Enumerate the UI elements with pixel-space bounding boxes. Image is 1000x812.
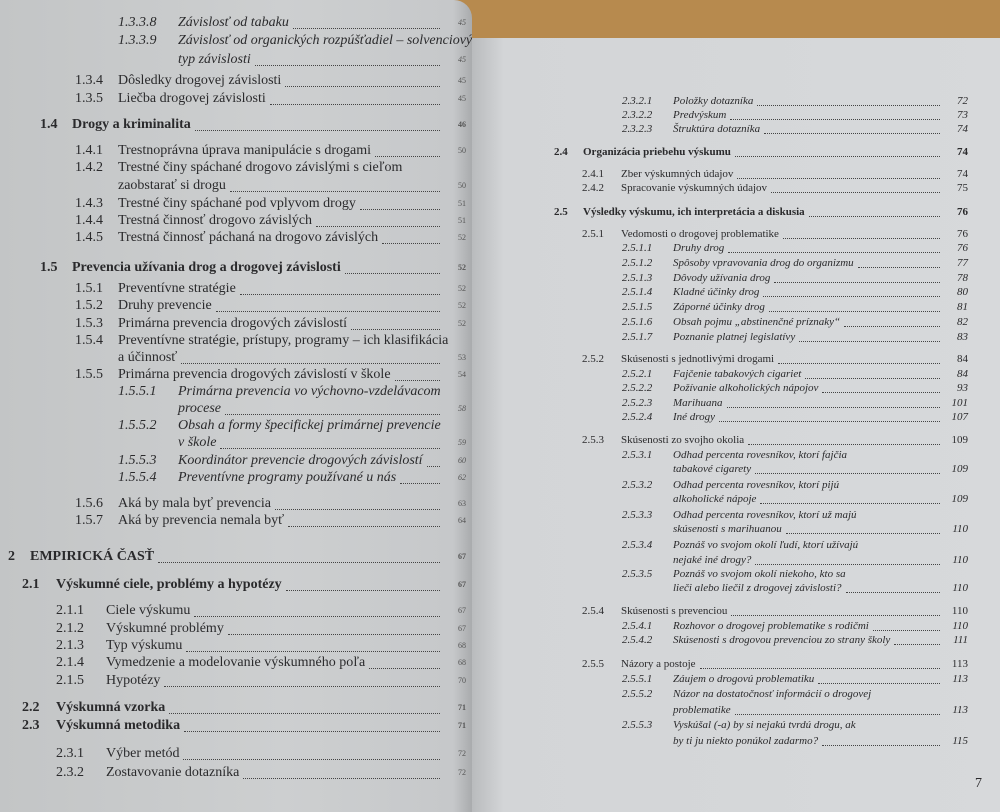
entry-title: Výskumné ciele, problémy a hypotézy (56, 577, 282, 592)
entry-number: 2.5.5.2 (622, 688, 653, 700)
entry-page-number: 51 (458, 199, 466, 208)
entry-number: 2.1.3 (56, 638, 84, 653)
entry-number: 1.4.2 (75, 160, 103, 175)
dot-leader (735, 704, 940, 715)
dot-leader (270, 91, 440, 105)
entry-page-number: 93 (957, 382, 968, 394)
entry-page-number: 110 (951, 605, 968, 617)
dot-leader (216, 298, 440, 312)
entry-title-continuation: v škole (178, 435, 217, 450)
entry-title: Preventívne stratégie (118, 281, 236, 296)
entry-number: 2.5.3.3 (622, 509, 653, 521)
entry-number: 2.5.2.1 (622, 368, 653, 380)
entry-title: Skúsenosti zo svojho okolia (621, 434, 745, 446)
entry-title: Rozhovor o drogovej problematike s rodičmi (673, 620, 869, 632)
entry-number: 2.5.1.1 (622, 242, 653, 254)
entry-title: Dôvody užívania drog (673, 272, 771, 284)
entry-title-continuation: problematike (673, 704, 731, 716)
entry-page-number: 113 (952, 704, 968, 716)
entry-page-number: 45 (458, 55, 466, 64)
entry-page-number: 107 (951, 411, 968, 423)
entry-number: 1.4.4 (75, 213, 103, 228)
entry-number: 2.5.2.4 (622, 411, 653, 423)
entry-title-continuation: procese (178, 401, 222, 416)
entry-page-number: 78 (957, 272, 968, 284)
entry-number: 2.4.2 (582, 182, 604, 194)
dot-leader (400, 470, 440, 484)
entry-title: Trestné činy spáchané drogovo závislými s cieľom (118, 160, 403, 175)
entry-number: 2.1.4 (56, 655, 84, 670)
entry-page-number: 52 (458, 284, 466, 293)
dot-leader (240, 281, 440, 295)
entry-number: 2.4.1 (582, 168, 604, 180)
entry-number: 2.1 (22, 577, 40, 592)
entry-page-number: 52 (458, 301, 466, 310)
entry-title: Skúsenosti s jednotlivými drogami (621, 353, 775, 365)
entry-title: Skúsenosti s drogovou prevenciou zo strany školy (673, 634, 891, 646)
entry-title: Závislosť od tabaku (178, 15, 289, 30)
entry-title: Iné drogy (673, 411, 716, 423)
entry-title: Výskumná vzorka (56, 700, 166, 715)
entry-title: Drogy a kriminalita (72, 117, 191, 132)
entry-number: 2.4 (554, 146, 568, 158)
entry-title: Dôsledky drogovej závislosti (118, 73, 282, 88)
entry-title: Druhy prevencie (118, 298, 212, 313)
entry-number: 2.3 (22, 718, 40, 733)
dot-leader (375, 143, 440, 157)
entry-number: 2.2 (22, 700, 40, 715)
entry-title-continuation: skúsenosti s marihuanou (673, 523, 782, 535)
entry-number: 2.5.3.4 (622, 539, 653, 551)
entry-page-number: 45 (458, 18, 466, 27)
dot-leader (774, 272, 940, 283)
dot-leader (858, 257, 940, 268)
entry-page-number: 58 (458, 404, 466, 413)
entry-number: 2.1.2 (56, 621, 84, 636)
dot-leader (164, 673, 440, 687)
entry-page-number: 59 (458, 438, 466, 447)
entry-title: Odhad percenta rovesníkov, ktorí fajčia (673, 449, 848, 461)
entry-page-number: 77 (957, 257, 968, 269)
entry-title: Fajčenie tabakových cigariet (673, 368, 802, 380)
entry-number: 2.5.5.3 (622, 719, 653, 731)
entry-page-number: 83 (957, 331, 968, 343)
entry-number: 2.5.1.3 (622, 272, 653, 284)
dot-leader (285, 73, 440, 87)
entry-title: Zber výskumných údajov (621, 168, 734, 180)
dot-leader (316, 213, 440, 227)
entry-title: Odhad percenta rovesníkov, ktorí pijú (673, 479, 840, 491)
entry-title: Primárna prevencia drogových závislostí (118, 316, 347, 331)
entry-title: EMPIRICKÁ ČASŤ (30, 549, 155, 564)
entry-number: 2.3.2 (56, 765, 84, 780)
entry-page-number: 76 (957, 206, 968, 218)
dot-leader (805, 368, 940, 379)
entry-page-number: 74 (957, 123, 968, 135)
entry-number: 2.5.2.3 (622, 397, 653, 409)
dot-leader (809, 206, 940, 217)
entry-number: 2.5.5.1 (622, 673, 653, 685)
entry-page-number: 110 (952, 554, 968, 566)
entry-title: Aká by mala byť prevencia (118, 496, 271, 511)
entry-title: Obsah a formy špecifickej primárnej prevencie (178, 418, 441, 433)
dot-leader (822, 735, 940, 746)
entry-page-number: 68 (458, 658, 466, 667)
entry-title-continuation: zaobstarať si drogu (118, 178, 226, 193)
entry-page-number: 50 (458, 181, 466, 190)
entry-number: 2.5.5 (582, 658, 604, 670)
entry-page-number: 113 (951, 658, 968, 670)
entry-title: Trestnoprávna úprava manipulácie s drogami (118, 143, 371, 158)
dot-leader (873, 620, 940, 631)
entry-title: Liečba drogovej závislosti (118, 91, 266, 106)
entry-page-number: 53 (458, 353, 466, 362)
entry-number: 2.5.2 (582, 353, 604, 365)
entry-title: Trestné činy spáchané pod vplyvom drogy (118, 196, 356, 211)
entry-title: Výskumná metodika (56, 718, 181, 733)
dot-leader (818, 673, 940, 684)
dot-leader (220, 435, 440, 449)
dot-leader (700, 658, 940, 669)
entry-page-number: 64 (458, 516, 466, 525)
entry-number: 1.3.4 (75, 73, 103, 88)
entry-title: Výsledky výskumu, ich interpretácia a diskusia (583, 206, 805, 218)
entry-number: 1.5.4 (75, 333, 103, 348)
entry-number: 2.5.3.5 (622, 568, 653, 580)
entry-page-number: 109 (951, 463, 968, 475)
entry-number: 1.5.7 (75, 513, 103, 528)
dot-leader (769, 301, 940, 312)
entry-title: Výber metód (106, 746, 180, 761)
entry-number: 2.5.3 (582, 434, 604, 446)
entry-number: 1.5.3 (75, 316, 103, 331)
dot-leader (395, 367, 440, 381)
entry-page-number: 76 (957, 228, 968, 240)
entry-title: Výskumné problémy (106, 621, 224, 636)
entry-page-number: 84 (957, 368, 968, 380)
dot-leader (771, 182, 940, 193)
entry-title: Koordinátor prevencie drogových závislostí (178, 453, 423, 468)
dot-leader (243, 765, 440, 779)
entry-page-number: 110 (952, 620, 968, 632)
entry-title: Trestná činnosť drogovo závislých (118, 213, 313, 228)
entry-number: 2 (8, 549, 15, 564)
entry-number: 1.5.5 (75, 367, 103, 382)
entry-number: 2.5.1.7 (622, 331, 653, 343)
entry-number: 2.5.4.2 (622, 634, 653, 646)
entry-number: 2.1.1 (56, 603, 84, 618)
entry-title: Predvýskum (673, 109, 727, 121)
entry-page-number: 67 (458, 552, 466, 561)
dot-leader (230, 178, 440, 192)
entry-title: Záporné účinky drog (673, 301, 765, 313)
entry-number: 1.4.3 (75, 196, 103, 211)
dot-leader (846, 582, 940, 593)
entry-title-continuation: typ závislosti (178, 52, 251, 67)
entry-page-number: 81 (957, 301, 968, 313)
entry-number: 2.3.2.1 (622, 95, 653, 107)
entry-title-continuation: a účinnosť (118, 350, 178, 365)
entry-number: 2.5.2.2 (622, 382, 653, 394)
entry-page-number: 74 (957, 146, 968, 158)
entry-title: Vedomosti o drogovej problematike (621, 228, 779, 240)
entry-title: Organizácia priebehu výskumu (583, 146, 731, 158)
entry-page-number: 82 (957, 316, 968, 328)
entry-title: Vymedzenie a modelovanie výskumného poľa (106, 655, 366, 670)
entry-page-number: 72 (458, 749, 466, 758)
dot-leader (778, 353, 940, 364)
entry-number: 2.1.5 (56, 673, 84, 688)
entry-number: 1.3.3.8 (118, 15, 157, 30)
entry-page-number: 110 (952, 523, 968, 535)
dot-leader (427, 453, 440, 467)
entry-number: 2.5.4 (582, 605, 604, 617)
dot-leader (194, 603, 440, 617)
entry-page-number: 52 (458, 319, 466, 328)
entry-page-number: 67 (458, 580, 466, 589)
entry-title: Záujem o drogovú problematiku (673, 673, 815, 685)
entry-number: 1.5.5.1 (118, 384, 157, 399)
entry-title-continuation: tabakové cigarety (673, 463, 752, 475)
entry-title: Štruktúra dotazníka (673, 123, 761, 135)
entry-page-number: 109 (951, 493, 968, 505)
dot-leader (755, 554, 940, 565)
entry-title: Spôsoby vpravovania drog do organizmu (673, 257, 854, 269)
entry-title: Závislosť od organických rozpúšťadiel – solvenciový (178, 33, 473, 48)
dot-leader (225, 401, 440, 415)
entry-page-number: 71 (458, 703, 466, 712)
dot-leader (275, 496, 440, 510)
dot-leader (181, 350, 440, 364)
entry-title: Primárna prevencia vo výchovno-vzdelávacom (178, 384, 441, 399)
entry-page-number: 68 (458, 641, 466, 650)
dot-leader (286, 577, 440, 591)
entry-title: Názor na dostatočnosť informácií o drogovej (673, 688, 872, 700)
dot-leader (763, 286, 940, 297)
dot-leader (351, 316, 440, 330)
entry-title: Poznáš vo svojom okolí niekoho, kto sa (673, 568, 846, 580)
entry-title: Zostavovanie dotazníka (106, 765, 240, 780)
entry-page-number: 52 (458, 233, 466, 242)
entry-title: Preventívne programy používané u nás (178, 470, 397, 485)
dot-leader (158, 549, 440, 563)
entry-page-number: 73 (957, 109, 968, 121)
dot-leader (382, 230, 440, 244)
dot-leader (783, 228, 940, 239)
dot-leader (228, 621, 440, 635)
entry-page-number: 70 (458, 676, 466, 685)
dot-leader (757, 95, 940, 106)
entry-title: Spracovanie výskumných údajov (621, 182, 768, 194)
entry-number: 2.5.1.6 (622, 316, 653, 328)
dot-leader (345, 260, 440, 274)
entry-page-number: 75 (957, 182, 968, 194)
dot-leader (288, 513, 440, 527)
entry-page-number: 72 (957, 95, 968, 107)
dot-leader (786, 523, 940, 534)
dot-leader (728, 242, 940, 253)
dot-leader (360, 196, 440, 210)
entry-title: Položky dotazníka (673, 95, 754, 107)
dot-leader (735, 146, 940, 157)
entry-title-continuation: nejaké iné drogy? (673, 554, 752, 566)
dot-leader (183, 746, 440, 760)
entry-number: 1.5.5.3 (118, 453, 157, 468)
entry-page-number: 50 (458, 146, 466, 155)
entry-title: Hypotézy (106, 673, 161, 688)
entry-page-number: 67 (458, 624, 466, 633)
entry-page-number: 109 (951, 434, 968, 446)
dot-leader (822, 382, 940, 393)
entry-page-number: 111 (953, 634, 968, 646)
entry-number: 2.3.2.2 (622, 109, 653, 121)
entry-number: 2.5.1.2 (622, 257, 653, 269)
page-number: 7 (975, 776, 982, 791)
entry-number: 2.3.2.3 (622, 123, 653, 135)
entry-title: Názory a postoje (621, 658, 696, 670)
dot-leader (799, 331, 940, 342)
entry-page-number: 84 (957, 353, 968, 365)
entry-title: Ciele výskumu (106, 603, 191, 618)
entry-number: 1.4 (40, 117, 58, 132)
entry-number: 1.3.3.9 (118, 33, 157, 48)
entry-number: 1.5.1 (75, 281, 103, 296)
entry-number: 1.5 (40, 260, 58, 275)
dot-leader (727, 397, 940, 408)
entry-number: 2.5.3.2 (622, 479, 653, 491)
entry-title: Prevencia užívania drog a drogovej závislosti (72, 260, 341, 275)
entry-number: 1.4.5 (75, 230, 103, 245)
entry-number: 1.5.5.4 (118, 470, 157, 485)
entry-title: Obsah pojmu „abstinenčné príznaky“ (673, 316, 841, 328)
dot-leader (369, 655, 440, 669)
entry-page-number: 71 (458, 721, 466, 730)
entry-page-number: 67 (458, 606, 466, 615)
entry-page-number: 54 (458, 370, 466, 379)
dot-leader (730, 109, 940, 120)
entry-title: Preventívne stratégie, prístupy, programy – ich klasifikácia (118, 333, 449, 348)
dot-leader (293, 15, 440, 29)
entry-title: Marihuana (673, 397, 723, 409)
entry-page-number: 80 (957, 286, 968, 298)
dot-leader (764, 123, 940, 134)
entry-page-number: 76 (957, 242, 968, 254)
entry-title: Poznáš vo svojom okolí ľudí, ktorí užívajú (673, 539, 859, 551)
entry-page-number: 101 (951, 397, 968, 409)
entry-page-number: 45 (458, 94, 466, 103)
dot-leader (755, 463, 940, 474)
right-page (472, 38, 1000, 812)
entry-page-number: 72 (458, 768, 466, 777)
entry-title-continuation: by ti ju niekto ponúkol zadarmo? (673, 735, 819, 747)
entry-title: Trestná činnosť páchaná na drogovo závislých (118, 230, 379, 245)
dot-leader (255, 52, 440, 66)
dot-leader (184, 718, 440, 732)
entry-title: Požívanie alkoholických nápojov (673, 382, 819, 394)
entry-page-number: 110 (952, 582, 968, 594)
entry-number: 1.5.5.2 (118, 418, 157, 433)
entry-title: Vyskúšal (-a) by si nejakú tvrdú drogu, ak (673, 719, 856, 731)
entry-page-number: 63 (458, 499, 466, 508)
entry-number: 1.4.1 (75, 143, 103, 158)
entry-title: Poznanie platnej legislatívy (673, 331, 796, 343)
dot-leader (748, 434, 940, 445)
entry-title: Kladné účinky drog (673, 286, 760, 298)
entry-title-continuation: lieči alebo liečil z drogovej závislosti? (673, 582, 842, 594)
dot-leader (195, 117, 440, 131)
entry-number: 1.3.5 (75, 91, 103, 106)
entry-number: 2.5.1.5 (622, 301, 653, 313)
entry-page-number: 113 (952, 673, 968, 685)
dot-leader (186, 638, 440, 652)
dot-leader (737, 168, 940, 179)
dot-leader (760, 493, 940, 504)
entry-number: 2.5.1 (582, 228, 604, 240)
entry-number: 1.5.2 (75, 298, 103, 313)
entry-page-number: 74 (957, 168, 968, 180)
entry-page-number: 115 (952, 735, 968, 747)
entry-title: Odhad percenta rovesníkov, ktorí už majú (673, 509, 857, 521)
dot-leader (169, 700, 440, 714)
entry-number: 2.5 (554, 206, 568, 218)
entry-number: 2.5.4.1 (622, 620, 653, 632)
entry-title: Aká by prevencia nemala byť (118, 513, 285, 528)
dot-leader (731, 605, 940, 616)
entry-number: 1.5.6 (75, 496, 103, 511)
entry-number: 2.5.3.1 (622, 449, 653, 461)
dot-leader (894, 634, 940, 645)
entry-title: Druhy drog (673, 242, 725, 254)
entry-title: Typ výskumu (106, 638, 183, 653)
entry-title: Skúsenosti s prevenciou (621, 605, 728, 617)
entry-page-number: 62 (458, 473, 466, 482)
dot-leader (719, 411, 940, 422)
entry-page-number: 46 (458, 120, 466, 129)
entry-page-number: 60 (458, 456, 466, 465)
left-page (0, 0, 472, 812)
entry-title: Primárna prevencia drogových závislostí v škole (118, 367, 391, 382)
dot-leader (844, 316, 940, 327)
entry-number: 2.5.1.4 (622, 286, 653, 298)
entry-number: 2.3.1 (56, 746, 84, 761)
entry-page-number: 52 (458, 263, 466, 272)
entry-page-number: 45 (458, 76, 466, 85)
entry-title-continuation: alkoholické nápoje (673, 493, 757, 505)
entry-page-number: 51 (458, 216, 466, 225)
